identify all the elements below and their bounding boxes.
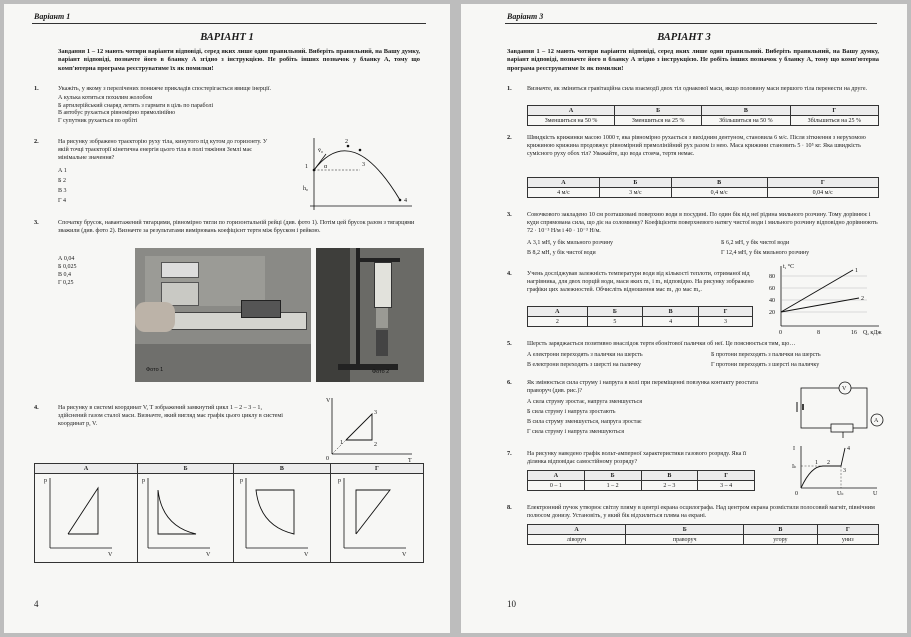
col-b: Б <box>626 525 744 535</box>
axis-u-label: U <box>873 491 878 497</box>
col-b: Б <box>599 178 671 188</box>
height-label: h₀ <box>303 186 309 192</box>
page-number: 4 <box>34 599 39 609</box>
point-2-label: 2 <box>827 460 830 466</box>
option-c: В автобус рухається рівномірно прямолінійно <box>58 110 176 116</box>
option-a: А сила струму зростає, напруга зменшується <box>527 399 642 405</box>
col-d: Г <box>817 525 879 535</box>
col-a: А <box>528 106 615 116</box>
voltmeter-label: V <box>842 386 847 392</box>
instructions: Завдання 1 – 12 мають чотири варіанти відповіді, серед яких лише один правильний. Виберіть правильний, на Вашу думку, варіант відповіді, позначте його в бланку А згідно з інструкцією. Не робіть інших позначок у бланку А, тому що комп'ютерна програма реєструватиме їх як помилки! <box>58 48 420 72</box>
photo-1-caption: Фото 1 <box>146 367 164 373</box>
graph-b-header: Б <box>138 464 234 474</box>
right-page <box>461 4 907 633</box>
q4-answer-table <box>527 306 753 327</box>
graph-d <box>338 476 408 558</box>
cell-d: 0,04 м/с <box>767 188 879 198</box>
question-number: 1. <box>507 85 512 92</box>
point-1-label: 1 <box>815 460 818 466</box>
graph-c-y-label: p <box>240 478 243 484</box>
cell-a: 0 – 1 <box>528 481 585 491</box>
option-d: Г 12,4 мН, у бік мильного розчину <box>721 250 810 256</box>
option-b: Б 0,025 <box>58 264 77 270</box>
tick-60: 60 <box>769 286 775 292</box>
col-b: Б <box>587 307 642 317</box>
header-rule <box>32 23 426 24</box>
instructions: Завдання 1 – 12 мають чотири варіанти відповіді, серед яких лише один правильний. Виберіть правильний, на Вашу думку, варіант відповіді, позначте його в бланку А згідно з інструкцією. Не робіть інших позначок у бланку А, тому що комп'ютерна програма реєструватиме їх як помилки! <box>507 48 879 72</box>
point-3-label: 3 <box>843 468 846 474</box>
temperature-heat-graph <box>767 262 887 338</box>
vt-cycle-figure <box>324 396 414 464</box>
graph-c-x-label: V <box>304 552 309 558</box>
question-text: Укажіть, у якому з перелічених понижче прикладів спостерігається явище інерції. <box>58 86 272 92</box>
graph-a-x-label: V <box>108 552 113 558</box>
col-d: Г <box>790 106 878 116</box>
question-number: 5. <box>507 340 512 347</box>
cell-a: 4 м/с <box>528 188 600 198</box>
point-1-label: 1 <box>340 440 343 446</box>
question-text: На рисунку в системі координат V, T зображений замкнутий цикл 1 – 2 – 3 – 1, здійснений газом сталої маси. Визначте, який вигляд має графік цього циклу в системі координат p, V. <box>58 405 283 427</box>
col-c: В <box>641 471 698 481</box>
col-d: Г <box>767 178 879 188</box>
q1-answer-table <box>527 105 879 126</box>
question-number: 4. <box>507 270 512 277</box>
variant-title: ВАРІАНТ 1 <box>200 32 254 43</box>
graph-c <box>240 476 310 558</box>
point-3-label: 3 <box>374 410 377 416</box>
graph-a <box>44 476 114 558</box>
option-c: В 3 <box>58 188 67 194</box>
cell-b: Зменшиться на 25 % <box>615 116 702 126</box>
graph-d-x-label: V <box>402 552 407 558</box>
option-b: Б артилерійський снаряд летить з гармати в ціль по параболі <box>58 102 214 109</box>
question-text: Совочкового закладено 10 см розташовані поверхню води в посудині. По один бік від неї рідина мильного розчину. Тому дорівнює і куди спрямована сила, що діє на соломинку? Коефіцієнти поверхневого натягу чистої води і мильного розчину відповідно дорівнюють 72 · 10⁻³ Н/м і 40 · 10⁻³ Н/м. <box>527 212 878 234</box>
col-a: А <box>528 178 600 188</box>
cell-c: угору <box>744 535 817 545</box>
origin-label: 0 <box>326 456 329 462</box>
ammeter-label: A <box>874 418 879 424</box>
col-a: А <box>528 307 588 317</box>
cell-b: 1 – 2 <box>584 481 641 491</box>
point-3-label: 3 <box>362 162 365 168</box>
option-b: Б сила струму і напруга зростають <box>527 409 616 415</box>
option-a: А електрони переходять з палички на шерсть <box>527 352 643 358</box>
tick-16: 16 <box>851 330 857 336</box>
col-a: А <box>528 525 626 535</box>
question-text: Спочатку брусок, навантажений тягарцями, рівномірно тягли по горизонтальній рейці (див. фото 1). Потім цей брусок разом з тягарцями зважили (див. фото 2). Визначте за результатами вимірювань коефіцієнт тертя між бруском і рейкою. <box>58 220 415 234</box>
x-axis-label: Q, кДж <box>863 330 882 336</box>
col-a: А <box>528 471 585 481</box>
tick-40: 40 <box>769 298 775 304</box>
option-b: Б протони переходять з палички на шерсть <box>711 352 821 358</box>
question-text: На рисунку наведено графік вольт-амперної характеристики газового розряду. Яка її ділянка відповідає самостійному розряду? <box>527 451 747 465</box>
cell-c: Збільшиться на 50 % <box>702 116 790 126</box>
question-number: 8. <box>507 504 512 511</box>
graph-d-y-label: p <box>338 478 341 484</box>
option-a: А 3,1 мН, у бік мильного розчину <box>527 240 614 246</box>
trajectory-figure <box>300 138 420 210</box>
col-d: Г <box>698 471 755 481</box>
option-c: В 0,4 <box>58 272 72 278</box>
option-d: Г 4 <box>58 198 66 204</box>
col-d: Г <box>699 307 753 317</box>
point-2-label: 2 <box>345 139 348 145</box>
graph-c-header: В <box>234 464 331 474</box>
line-1-label: 1 <box>855 268 858 274</box>
option-a: А кулька котиться похилим жолобом <box>58 95 153 101</box>
graph-b <box>142 476 212 558</box>
q7-answer-table <box>527 470 755 491</box>
graph-b-x-label: V <box>206 552 211 558</box>
option-b: Б 6,2 мН, у бік чистої води <box>721 240 790 246</box>
option-c: В сила струму зменшується, напруга зростає <box>527 419 642 425</box>
axis-i-label: I <box>793 446 795 452</box>
graph-a-header: А <box>35 464 138 474</box>
question-text: Електронний пучок утворює світлу пляму в центрі екрана осцилографа. Над центром екрана розмістили полосовий магніт, північним полюсом донизу. Установіть, у який бік відхилиться пляма на екрані. <box>527 505 875 519</box>
graph-a-y-label: p <box>44 478 47 484</box>
option-b: Б 2 <box>58 178 66 184</box>
question-text: Визначте, як зміниться гравітаційна сила взаємодії двох тіл однакової маси, якщо половину маси першого тіла перенести на друге. <box>527 86 868 92</box>
option-d: Г 0,25 <box>58 280 74 286</box>
col-b: Б <box>615 106 702 116</box>
option-c: В 8,2 мН, у бік чистої води <box>527 250 596 256</box>
option-d: Г протони переходять з шерсті на паличку <box>711 362 820 368</box>
question-text: Учень досліджував залежність температури води від кількості теплоти, отриманої від нагрівника, для двох порцій води, маси яких m₁ і m₂ відповідно. На рисунку зображено графіки цих залежностей. Обчисліть відношення мас m₁ до мас m₂. <box>527 271 754 293</box>
col-c: В <box>643 307 699 317</box>
col-b: Б <box>584 471 641 481</box>
question-text: Шерсть заряджається позитивно внаслідок тертя ебонітової палички об неї. Це пояснюється тим, що… <box>527 341 796 347</box>
question-number: 4. <box>34 404 39 411</box>
col-c: В <box>744 525 817 535</box>
cell-b: 5 <box>587 317 642 327</box>
circuit-diagram <box>791 376 887 442</box>
tick-8: 8 <box>817 330 820 336</box>
question-number: 2. <box>507 134 512 141</box>
cell-d: униз <box>817 535 879 545</box>
y-axis-label: t, °C <box>783 264 795 270</box>
point-1-label: 1 <box>305 164 308 170</box>
page-number: 10 <box>507 599 516 609</box>
point-4-label: 4 <box>847 446 850 452</box>
question-text: На рисунку зображено траєкторію руху тіла, кинутого під кутом до горизонту. У якій точці траєкторії кінетична енергія цього тіла в полі тяжіння Землі має мінімальне значення? <box>58 139 268 161</box>
tick-80: 80 <box>769 274 775 280</box>
option-a: А 0,04 <box>58 256 75 262</box>
point-4-label: 4 <box>404 198 407 204</box>
option-d: Г сила струму і напруга зменшуються <box>527 429 624 435</box>
photo-2 <box>316 248 424 382</box>
angle-label: α <box>324 164 328 170</box>
axis-v-label: V <box>326 398 331 404</box>
line-2-label: 2 <box>861 296 864 302</box>
page-header: Варіант 3 <box>507 12 544 21</box>
page-header: Варіант 1 <box>34 12 71 21</box>
q2-answer-table <box>527 177 879 198</box>
graph-d-header: Г <box>330 464 423 474</box>
point-2-label: 2 <box>374 442 377 448</box>
cell-b: 3 м/с <box>599 188 671 198</box>
option-d: Г супутник рухається по орбіті <box>58 117 138 124</box>
question-number: 6. <box>507 379 512 386</box>
header-rule <box>505 23 877 24</box>
ik-label: Iₖ <box>792 464 797 470</box>
cell-d: 3 <box>699 317 753 327</box>
cell-a: ліворуч <box>528 535 626 545</box>
option-c: В електрони переходять з шерсті на паличку <box>527 362 641 368</box>
iv-characteristic-graph <box>791 444 887 496</box>
tick-0: 0 <box>779 330 782 336</box>
question-number: 1. <box>34 85 39 92</box>
tick-20: 20 <box>769 310 775 316</box>
origin-label: 0 <box>795 491 798 497</box>
question-number: 7. <box>507 450 512 457</box>
col-c: В <box>671 178 767 188</box>
question-number: 3. <box>507 211 512 218</box>
velocity-label: v̄₀ <box>318 148 324 154</box>
cell-c: 2 – 3 <box>641 481 698 491</box>
photo-1 <box>135 248 311 382</box>
cell-d: 3 – 4 <box>698 481 755 491</box>
question-text: Як змінюється сила струму і напруга в колі при переміщенні повзунка контакту реостата праворуч (див. рис.)? <box>527 380 758 394</box>
cell-a: Зменшиться на 50 % <box>528 116 615 126</box>
cell-b: праворуч <box>626 535 744 545</box>
q8-answer-table <box>527 524 879 545</box>
uk-label: Uₖ <box>837 491 844 497</box>
question-text: Швидкість крижинки масою 1000 т, яка рівномірно рухається з вихідним дентуном, становила 6 м/с. Після зіткнення з нерухомою крижиною крижина продовжує рівномірний прямолінійний рух разом із нею. Маса крижини становить 5 · 10⁵ кг. Яка швидкість сумісного руху обох тіл? Уважайте, що вода стояча, тертя немає. <box>527 135 866 157</box>
cell-a: 2 <box>528 317 588 327</box>
option-a: А 1 <box>58 168 67 174</box>
photo-2-caption: Фото 2 <box>372 369 390 375</box>
col-c: В <box>702 106 790 116</box>
question-number: 2. <box>34 138 39 145</box>
cell-c: 4 <box>643 317 699 327</box>
left-page <box>4 4 450 633</box>
cell-d: Збільшиться на 25 % <box>790 116 878 126</box>
axis-t-label: T <box>408 458 412 464</box>
variant-title: ВАРІАНТ 3 <box>657 32 711 43</box>
graph-b-y-label: p <box>142 478 145 484</box>
cell-c: 0,4 м/с <box>671 188 767 198</box>
question-number: 3. <box>34 219 39 226</box>
